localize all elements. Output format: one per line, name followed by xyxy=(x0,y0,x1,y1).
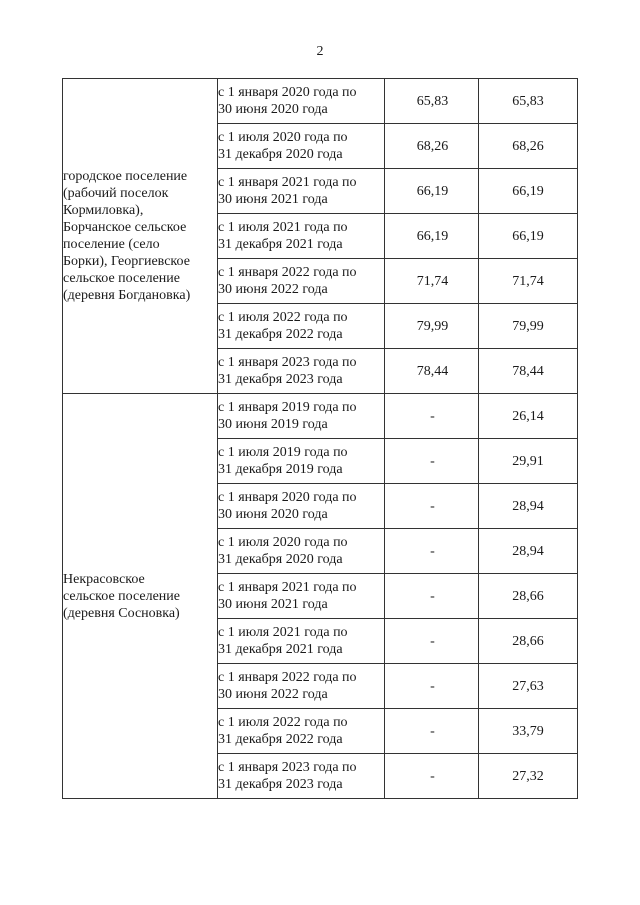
tariff-value-cell-1: 66,19 xyxy=(385,214,479,259)
period-cell: с 1 июля 2020 года по 31 декабря 2020 года xyxy=(218,124,385,169)
tariff-value-cell-2: 71,74 xyxy=(479,259,578,304)
settlement-name-cell: городское поселение (рабочий поселок Кормиловка), Борчанское сельское поселение (село Борки), Георгиевское сельское поселение (деревня Богдановка) xyxy=(63,79,218,394)
period-cell: с 1 июля 2019 года по 31 декабря 2019 года xyxy=(218,439,385,484)
tariff-table xyxy=(62,78,578,799)
page-number: 2 xyxy=(316,44,324,59)
period-cell: с 1 января 2020 года по 30 июня 2020 года xyxy=(218,484,385,529)
period-cell: с 1 января 2023 года по 31 декабря 2023 года xyxy=(218,754,385,799)
tariff-value-cell-2: 27,63 xyxy=(479,664,578,709)
tariff-value-cell-1: - xyxy=(385,664,479,709)
tariff-value-cell-2: 29,91 xyxy=(479,439,578,484)
tariff-value-cell-2: 68,26 xyxy=(479,124,578,169)
period-cell: с 1 июля 2021 года по 31 декабря 2021 года xyxy=(218,214,385,259)
tariff-value-cell-2: 78,44 xyxy=(479,349,578,394)
period-cell: с 1 июля 2022 года по 31 декабря 2022 года xyxy=(218,304,385,349)
period-cell: с 1 июля 2022 года по 31 декабря 2022 года xyxy=(218,709,385,754)
tariff-value-cell-1: - xyxy=(385,529,479,574)
period-cell: с 1 января 2019 года по 30 июня 2019 года xyxy=(218,394,385,439)
tariff-value-cell-2: 28,94 xyxy=(479,484,578,529)
period-cell: с 1 июля 2021 года по 31 декабря 2021 года xyxy=(218,619,385,664)
tariff-value-cell-2: 33,79 xyxy=(479,709,578,754)
period-cell: с 1 января 2022 года по 30 июня 2022 года xyxy=(218,664,385,709)
period-cell: с 1 января 2021 года по 30 июня 2021 года xyxy=(218,169,385,214)
tariff-value-cell-1: - xyxy=(385,709,479,754)
tariff-value-cell-1: - xyxy=(385,394,479,439)
tariff-value-cell-2: 66,19 xyxy=(479,169,578,214)
tariff-value-cell-1: - xyxy=(385,574,479,619)
tariff-value-cell-2: 65,83 xyxy=(479,79,578,124)
tariff-value-cell-1: - xyxy=(385,439,479,484)
table-row xyxy=(63,79,578,124)
period-cell: с 1 января 2022 года по 30 июня 2022 года xyxy=(218,259,385,304)
tariff-value-cell-1: 79,99 xyxy=(385,304,479,349)
tariff-value-cell-2: 79,99 xyxy=(479,304,578,349)
tariff-value-cell-1: - xyxy=(385,484,479,529)
tariff-value-cell-2: 26,14 xyxy=(479,394,578,439)
tariff-value-cell-2: 28,66 xyxy=(479,574,578,619)
tariff-table-body xyxy=(63,79,578,799)
period-cell: с 1 января 2020 года по 30 июня 2020 года xyxy=(218,79,385,124)
period-cell: с 1 июля 2020 года по 31 декабря 2020 года xyxy=(218,529,385,574)
tariff-value-cell-1: - xyxy=(385,754,479,799)
tariff-value-cell-1: 71,74 xyxy=(385,259,479,304)
period-cell: с 1 января 2023 года по 31 декабря 2023 года xyxy=(218,349,385,394)
table-row xyxy=(63,394,578,439)
tariff-value-cell-1: 68,26 xyxy=(385,124,479,169)
tariff-value-cell-1: 66,19 xyxy=(385,169,479,214)
period-cell: с 1 января 2021 года по 30 июня 2021 года xyxy=(218,574,385,619)
tariff-value-cell-2: 27,32 xyxy=(479,754,578,799)
tariff-value-cell-1: 65,83 xyxy=(385,79,479,124)
tariff-value-cell-1: 78,44 xyxy=(385,349,479,394)
settlement-name-cell: Некрасовское сельское поселение (деревня Сосновка) xyxy=(63,394,218,799)
tariff-value-cell-1: - xyxy=(385,619,479,664)
tariff-value-cell-2: 66,19 xyxy=(479,214,578,259)
tariff-value-cell-2: 28,94 xyxy=(479,529,578,574)
tariff-value-cell-2: 28,66 xyxy=(479,619,578,664)
